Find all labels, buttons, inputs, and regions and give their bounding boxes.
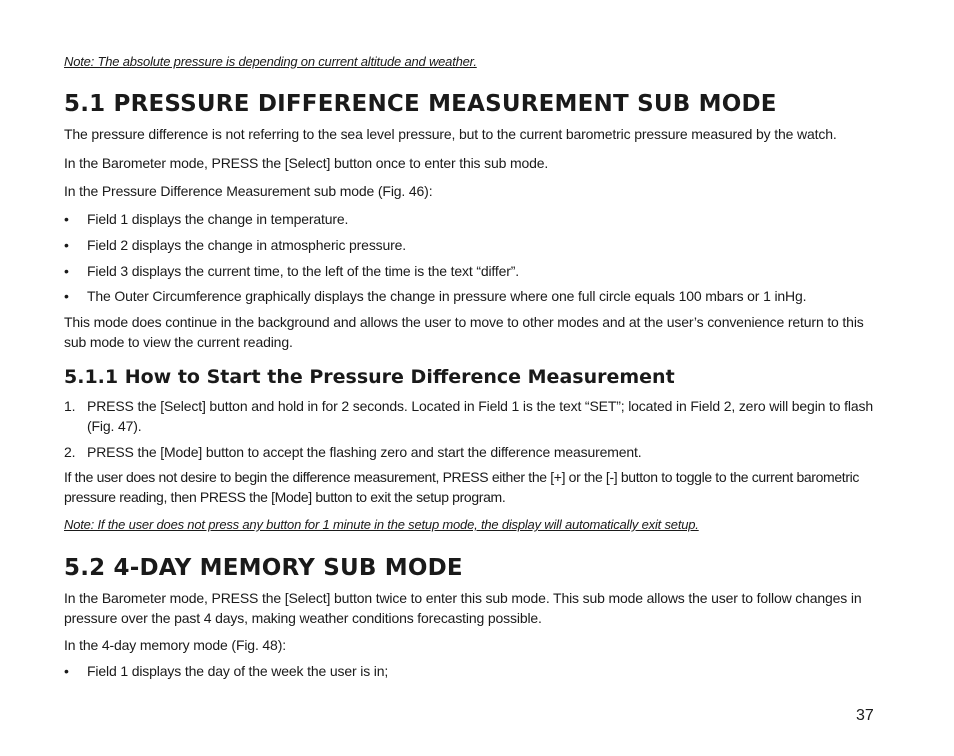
bullet-marker: • <box>64 237 69 253</box>
note-absolute-pressure: Note: The absolute pressure is depending on current altitude and weather. <box>64 54 477 69</box>
list-item <box>64 442 876 462</box>
heading-5-2: 5.2 4-DAY MEMORY SUB MODE <box>64 555 463 581</box>
bullet-marker: • <box>64 263 69 279</box>
heading-5-1: 5.1 PRESSURE DIFFERENCE MEASUREMENT SUB MODE <box>64 91 777 117</box>
note-setup-timeout: Note: If the user does not press any button for 1 minute in the setup mode, the display will automatically exit setup. <box>64 517 699 532</box>
list-item-text: The Outer Circumference graphically displays the change in pressure where one full circle equals 100 mbars or 1 inHg. <box>87 288 807 304</box>
para-5-1-fig46: In the Pressure Difference Measurement sub mode (Fig. 46): <box>64 183 433 199</box>
list-item <box>64 661 876 681</box>
para-5-2-fig48: In the 4-day memory mode (Fig. 48): <box>64 637 286 653</box>
list-item <box>64 209 876 229</box>
para-5-2-intro: In the Barometer mode, PRESS the [Select] button twice to enter this sub mode. This sub mode allows the user to follow changes in pressure over the past 4 days, making weather conditions forecasting possible. <box>64 590 862 626</box>
list-item-text: PRESS the [Mode] button to accept the flashing zero and start the difference measurement. <box>87 444 642 460</box>
list-item-text: Field 2 displays the change in atmospheric pressure. <box>87 237 407 253</box>
para-5-1-enter: In the Barometer mode, PRESS the [Select] button once to enter this sub mode. <box>64 155 549 171</box>
para-5-1-1-toggle: If the user does not desire to begin the difference measurement, PRESS either the [+] or the [-] button to toggle to the current barometric pressure reading, then PRESS the [Mode] button to exit the setup program. <box>64 469 860 505</box>
bullet-marker: • <box>64 663 69 679</box>
step-number: 1. <box>64 398 76 414</box>
list-item <box>64 286 876 306</box>
bullet-marker: • <box>64 211 69 227</box>
bullet-marker: • <box>64 288 69 304</box>
list-item <box>64 235 876 255</box>
list-item <box>64 261 876 281</box>
heading-5-1-1: 5.1.1 How to Start the Pressure Difference Measurement <box>64 366 675 388</box>
para-5-1-intro: The pressure difference is not referring to the sea level pressure, but to the current barometric pressure measured by the watch. <box>64 126 837 142</box>
list-item-text: Field 3 displays the current time, to the left of the time is the text “differ”. <box>87 263 520 279</box>
step-number: 2. <box>64 444 76 460</box>
list-item-text: PRESS the [Select] button and hold in for 2 seconds. Located in Field 1 is the text “SET”; located in Field 2, zero will begin to flash (Fig. 47). <box>87 398 873 434</box>
list-item-text: Field 1 displays the day of the week the user is in; <box>87 663 389 679</box>
list-item <box>64 396 876 436</box>
list-item-text: Field 1 displays the change in temperature. <box>87 211 349 227</box>
page-number: 37 <box>856 707 874 724</box>
para-5-1-background: This mode does continue in the background and allows the user to move to other modes and at the user’s convenience return to this sub mode to view the current reading. <box>64 314 864 350</box>
